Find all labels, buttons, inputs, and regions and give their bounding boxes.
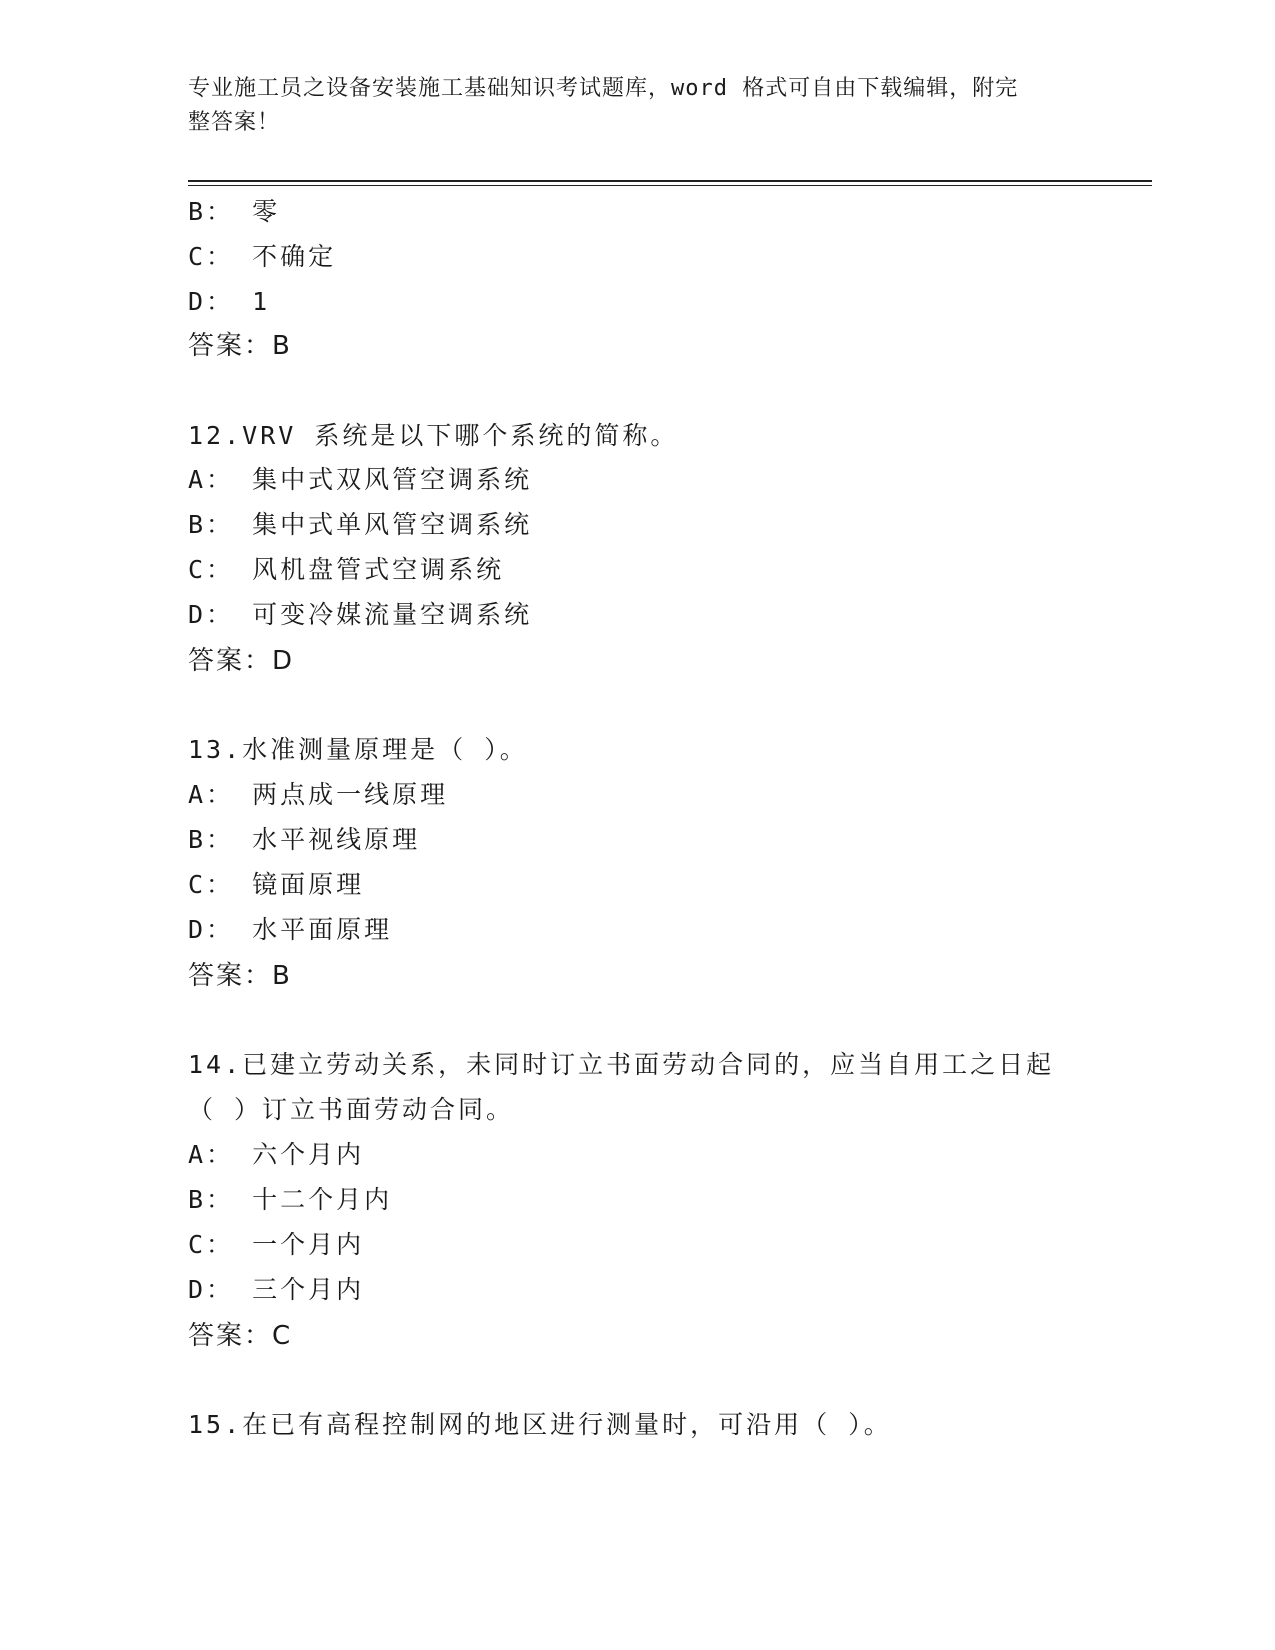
document-header bbox=[188, 72, 1078, 140]
header-line-2: 整答案！ bbox=[188, 110, 281, 135]
q15-question: 15.在已有高程控制网的地区进行测量时，可沿用（ ）。 bbox=[188, 1410, 892, 1439]
q14-question-line-1: 14.已建立劳动关系，未同时订立书面劳动合同的，应当自用工之日起 bbox=[188, 1050, 1055, 1079]
q14-question-line-2: （ ）订立书面劳动合同。 bbox=[188, 1095, 515, 1124]
q12-question: 12.VRV 系统是以下哪个系统的简称。 bbox=[188, 421, 679, 450]
q11-answer: 答案：B bbox=[188, 331, 292, 361]
header-line-1: 专业施工员之设备安装施工基础知识考试题库，word 格式可自由下载编辑，附完 bbox=[188, 76, 1019, 101]
q14-option-b: B： 十二个月内 bbox=[188, 1185, 393, 1214]
q13-option-b: B： 水平视线原理 bbox=[188, 825, 421, 854]
q12-answer: 答案：D bbox=[188, 646, 295, 676]
header-divider-thick bbox=[188, 180, 1152, 182]
q13-option-a: A： 两点成一线原理 bbox=[188, 780, 449, 809]
q11-option-d: D： 1 bbox=[188, 287, 271, 316]
q11-option-c: C： 不确定 bbox=[188, 242, 337, 271]
q13-option-c: C： 镜面原理 bbox=[188, 870, 365, 899]
q12-option-c: C： 风机盘管式空调系统 bbox=[188, 555, 505, 584]
q13-question: 13.水准测量原理是（ ）。 bbox=[188, 735, 528, 764]
q12-option-b: B： 集中式单风管空调系统 bbox=[188, 510, 533, 539]
q13-answer: 答案：B bbox=[188, 961, 292, 991]
q12-option-a: A： 集中式双风管空调系统 bbox=[188, 465, 533, 494]
q14-answer: 答案：C bbox=[188, 1321, 293, 1351]
q14-option-a: A： 六个月内 bbox=[188, 1140, 365, 1169]
q14-option-d: D： 三个月内 bbox=[188, 1275, 365, 1304]
q12-option-d: D： 可变冷媒流量空调系统 bbox=[188, 600, 533, 629]
header-divider-thin bbox=[188, 185, 1152, 186]
q11-option-b: B： 零 bbox=[188, 197, 281, 226]
q13-option-d: D： 水平面原理 bbox=[188, 915, 393, 944]
q14-option-c: C： 一个月内 bbox=[188, 1230, 365, 1259]
